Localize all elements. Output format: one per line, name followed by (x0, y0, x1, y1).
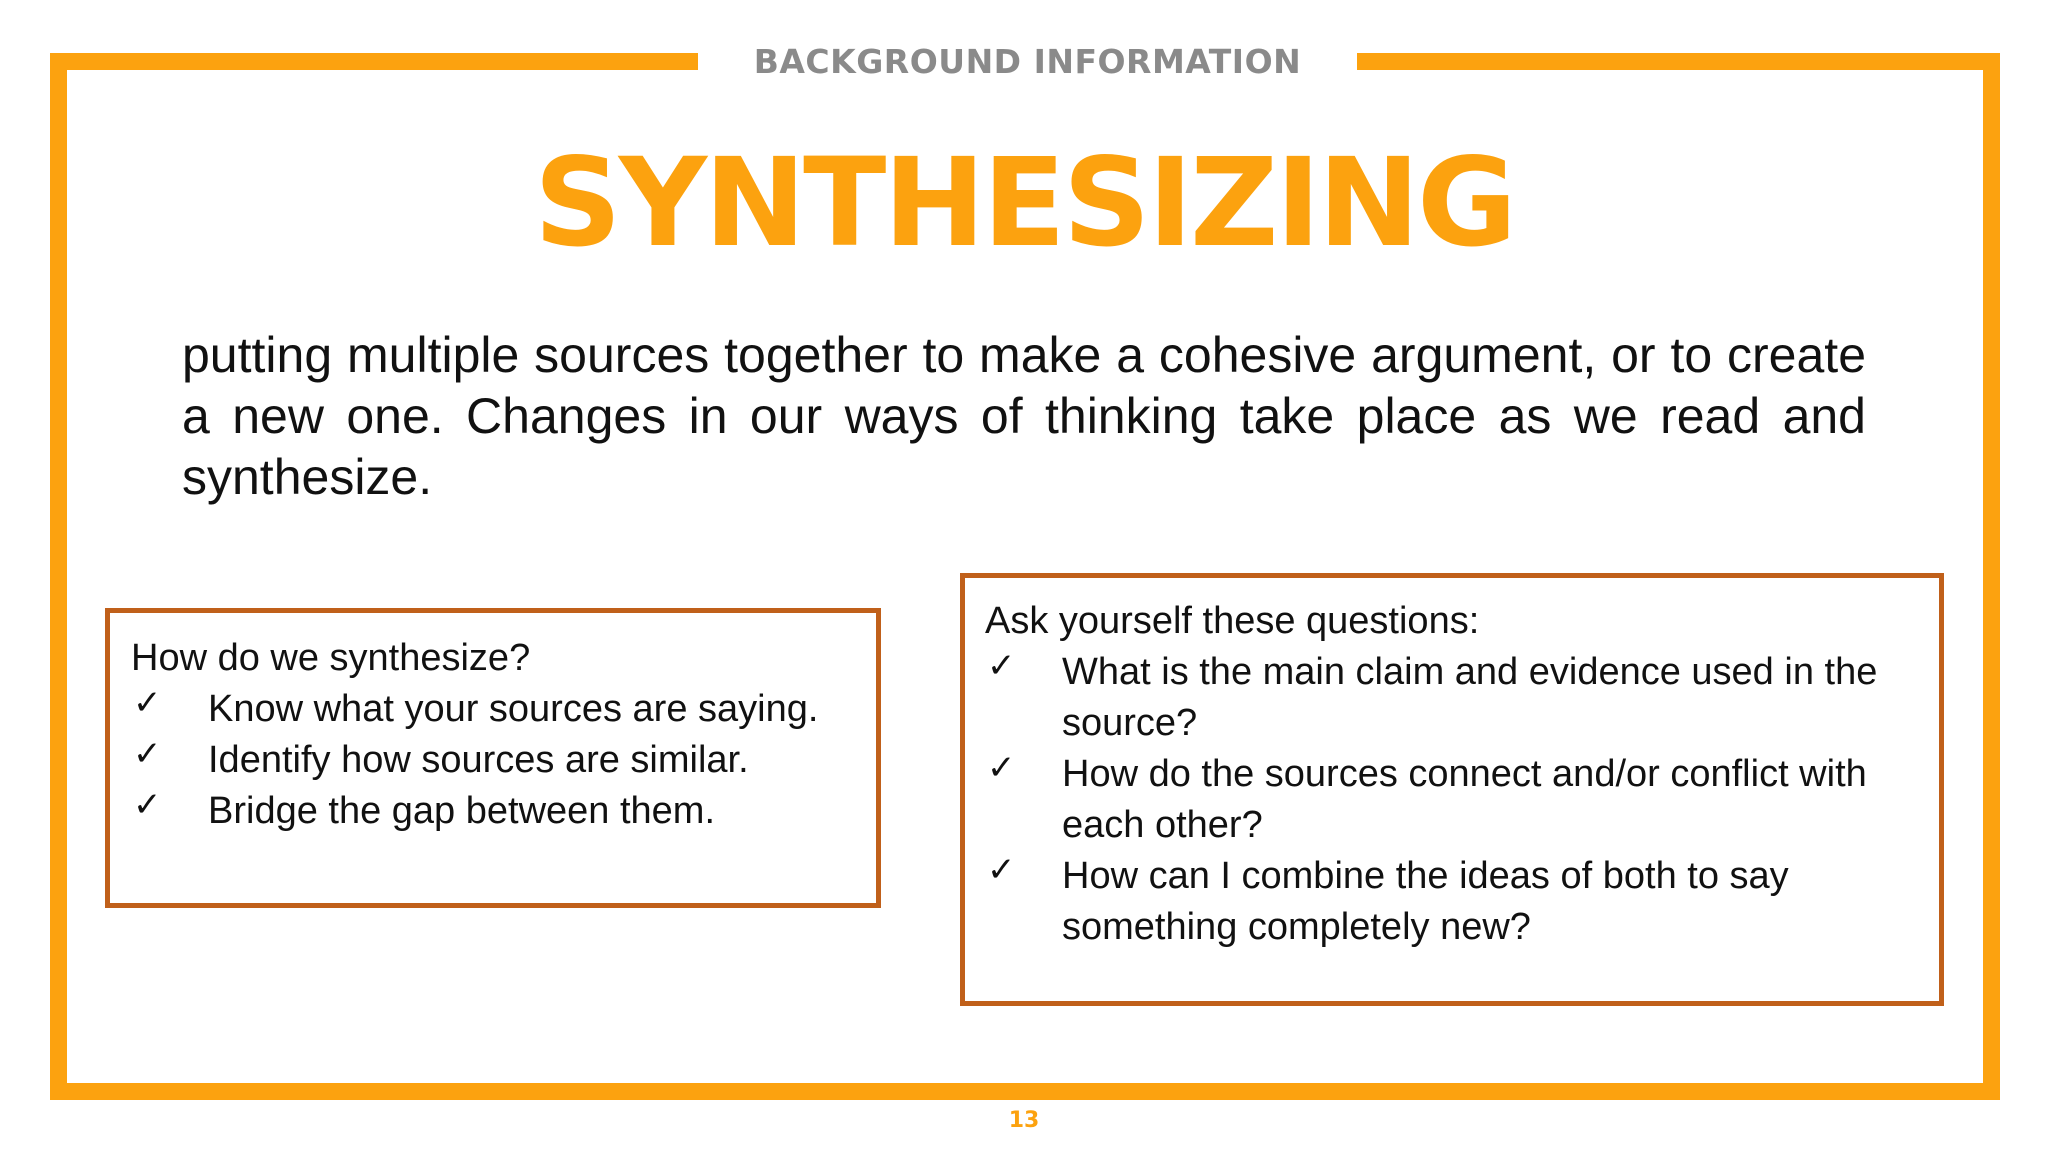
list-item (131, 786, 856, 837)
list-item (131, 735, 856, 786)
questions-box-list (985, 647, 1919, 953)
how-box-heading: How do we synthesize? (131, 637, 531, 679)
page-title: SYNTHESIZING (533, 132, 1515, 274)
list-item-text: What is the main claim and evidence used in the source? (1062, 651, 1878, 744)
list-item (985, 749, 1919, 851)
how-box-list (131, 684, 856, 837)
list-item-text: Bridge the gap between them. (208, 790, 716, 832)
frame-top-left-bar (50, 53, 698, 70)
checkmark-icon: ✓ (987, 748, 1016, 788)
page-number: 13 (1008, 1108, 1040, 1133)
questions-box (960, 573, 1944, 1006)
list-item (985, 647, 1919, 749)
list-item-text: Know what your sources are saying. (208, 688, 819, 730)
checkmark-icon: ✓ (133, 683, 162, 723)
how-to-synthesize-box (105, 608, 881, 908)
definition-text: putting multiple sources together to make a cohesive argument, or to create a new one. Changes in our ways of thinking take place as we read and synthesize. (182, 327, 1866, 505)
section-label: BACKGROUND INFORMATION (753, 42, 1302, 81)
frame-top-right-bar (1357, 53, 2000, 70)
list-item-text: How can I combine the ideas of both to say something completely new? (1062, 855, 1789, 948)
checkmark-icon: ✓ (133, 734, 162, 774)
checkmark-icon: ✓ (133, 785, 162, 825)
list-item-text: Identify how sources are similar. (208, 739, 749, 781)
list-item (131, 684, 856, 735)
list-item-text: How do the sources connect and/or conflict with each other? (1062, 753, 1867, 846)
list-item (985, 851, 1919, 953)
checkmark-icon: ✓ (987, 850, 1016, 890)
questions-box-heading: Ask yourself these questions: (985, 600, 1480, 642)
frame-bottom-bar (50, 1083, 2000, 1100)
checkmark-icon: ✓ (987, 646, 1016, 686)
